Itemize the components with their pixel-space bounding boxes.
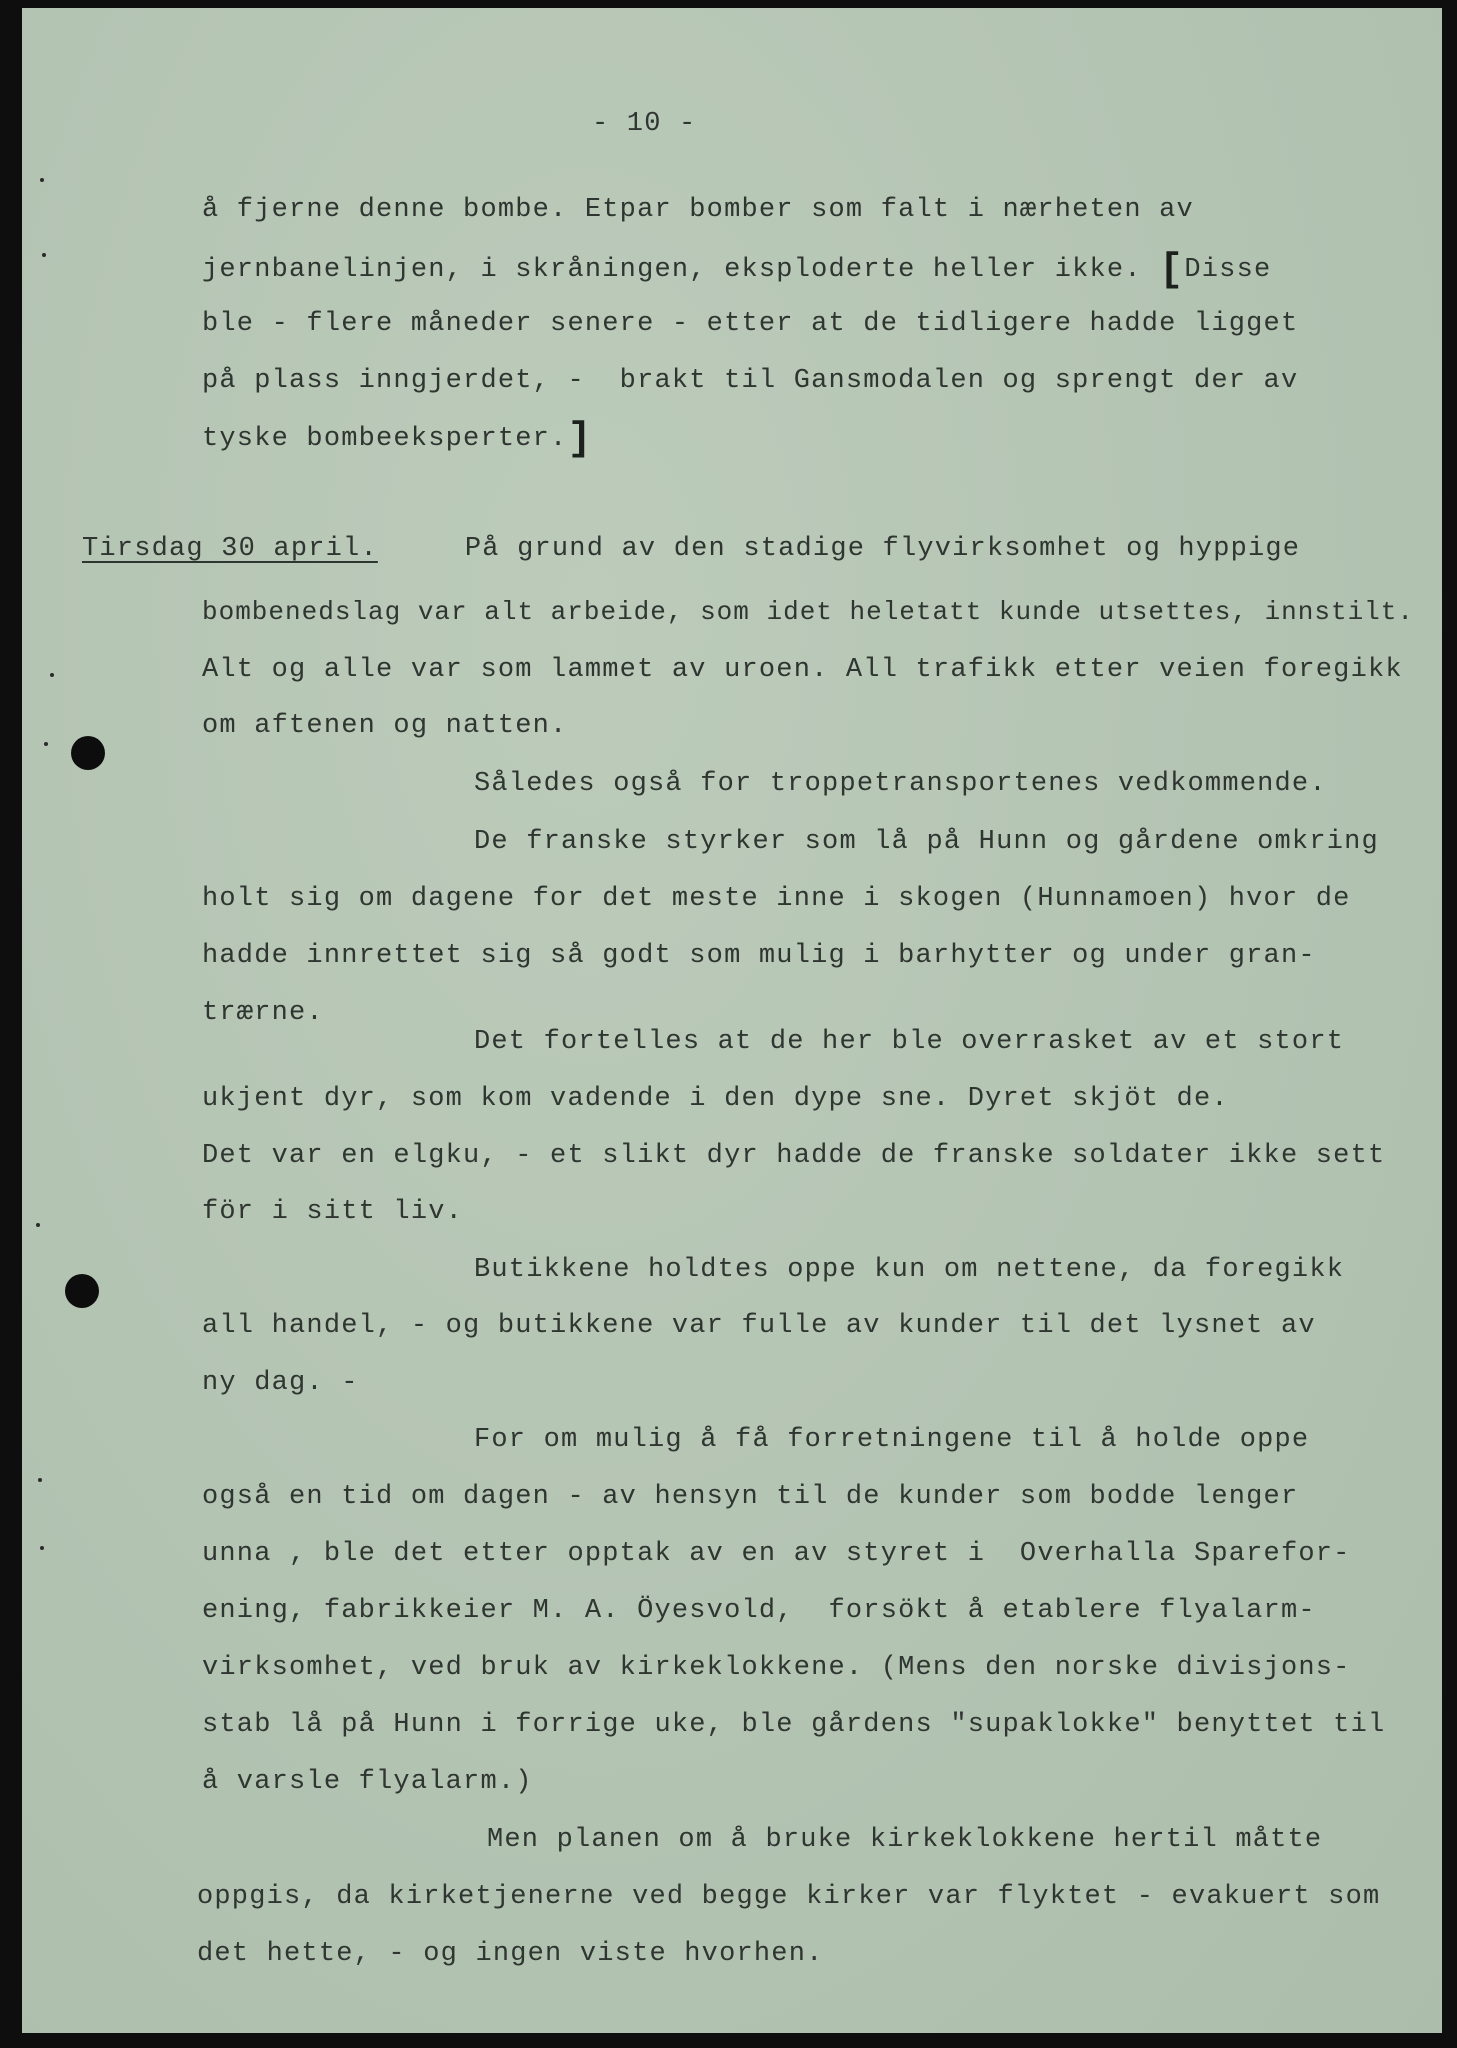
text-segment: På grund av den stadige flyvirksomhet og hyppige — [464, 534, 1301, 564]
text-line: för i sitt liv. — [202, 1197, 464, 1227]
text-line: å fjerne denne bombe. Etpar bomber som falt i nærheten av — [202, 195, 1194, 225]
text-line: å varsle flyalarm.) — [202, 1767, 533, 1797]
text-line: også en tid om dagen - av hensyn til de kunder som bodde lenger — [202, 1482, 1299, 1512]
margin-mark — [40, 1546, 44, 1550]
margin-mark — [42, 253, 46, 257]
text-line: ny dag. - — [202, 1368, 359, 1398]
text-line: De franske styrker som lå på Hunn og gårdene omkring — [474, 827, 1379, 857]
text-line: trærne. — [202, 998, 324, 1028]
text-line: Butikkene holdtes oppe kun om nettene, da foregikk — [474, 1255, 1345, 1285]
text-line: hadde innrettet sig så godt som mulig i barhytter og under gran- — [202, 941, 1316, 971]
editorial-bracket-close: ] — [567, 417, 593, 462]
editorial-bracket-open: [ — [1159, 248, 1185, 293]
margin-mark — [40, 178, 44, 182]
text-line: Således også for troppetransportenes vedkommende. — [474, 769, 1327, 799]
punch-hole-bottom — [65, 1274, 99, 1308]
document-page — [22, 8, 1442, 2033]
margin-mark — [36, 1223, 40, 1227]
text-line: om aftenen og natten. — [202, 711, 568, 741]
text-line: stab lå på Hunn i forrige uke, ble gårdens "supaklokke" benyttet til — [202, 1710, 1386, 1740]
text-line: på plass inngjerdet, - brakt til Gansmodalen og sprengt der av — [202, 366, 1299, 396]
text-line: all handel, - og butikkene var fulle av kunder til det lysnet av — [202, 1311, 1316, 1341]
text-line: Alt og alle var som lammet av uroen. All trafikk etter veien foregikk — [202, 655, 1403, 685]
text-segment: Disse — [1184, 255, 1272, 285]
punch-hole-top — [71, 736, 105, 770]
margin-mark — [50, 673, 54, 677]
text-line: unna , ble det etter opptak av en av styret i Overhalla Sparefor- — [202, 1539, 1351, 1569]
text-line: oppgis, da kirketjenerne ved begge kirker var flyktet - evakuert som — [197, 1882, 1381, 1912]
text-line: ble - flere måneder senere - etter at de tidligere hadde ligget — [202, 309, 1299, 339]
text-line: Det var en elgku, - et slikt dyr hadde de franske soldater ikke sett — [202, 1141, 1386, 1171]
date-heading: Tirsdag 30 april. — [82, 534, 378, 564]
text-line: Det fortelles at de her ble overrasket av et stort — [474, 1027, 1345, 1057]
text-line: det hette, - og ingen viste hvorhen. — [197, 1939, 824, 1969]
text-line: ukjent dyr, som kom vadende i den dype sne. Dyret skjöt de. — [202, 1084, 1229, 1114]
margin-mark — [44, 742, 48, 746]
page-number: - 10 - — [592, 109, 697, 139]
text-line: virksomhet, ved bruk av kirkeklokkene. (Mens den norske divisjons- — [202, 1653, 1351, 1683]
margin-mark — [38, 1478, 42, 1482]
text-line: For om mulig å få forretningene til å holde oppe — [474, 1425, 1310, 1455]
text-line: Men planen om å bruke kirkeklokkene hertil måtte — [487, 1825, 1323, 1855]
text-line — [202, 417, 593, 462]
text-segment: tyske bombeeksperter. — [202, 424, 568, 454]
text-line: bombenedslag var alt arbeide, som idet heletatt kunde utsettes, innstilt. — [202, 597, 1414, 627]
text-line: holt sig om dagene for det meste inne i skogen (Hunnamoen) hvor de — [202, 884, 1351, 914]
text-segment: jernbanelinjen, i skråningen, eksploderte heller ikke. — [202, 255, 1142, 285]
date-heading-line — [82, 533, 1300, 565]
text-line: ening, fabrikkeier M. A. Öyesvold, forsökt å etablere flyalarm- — [202, 1596, 1316, 1626]
text-line — [202, 248, 1272, 293]
